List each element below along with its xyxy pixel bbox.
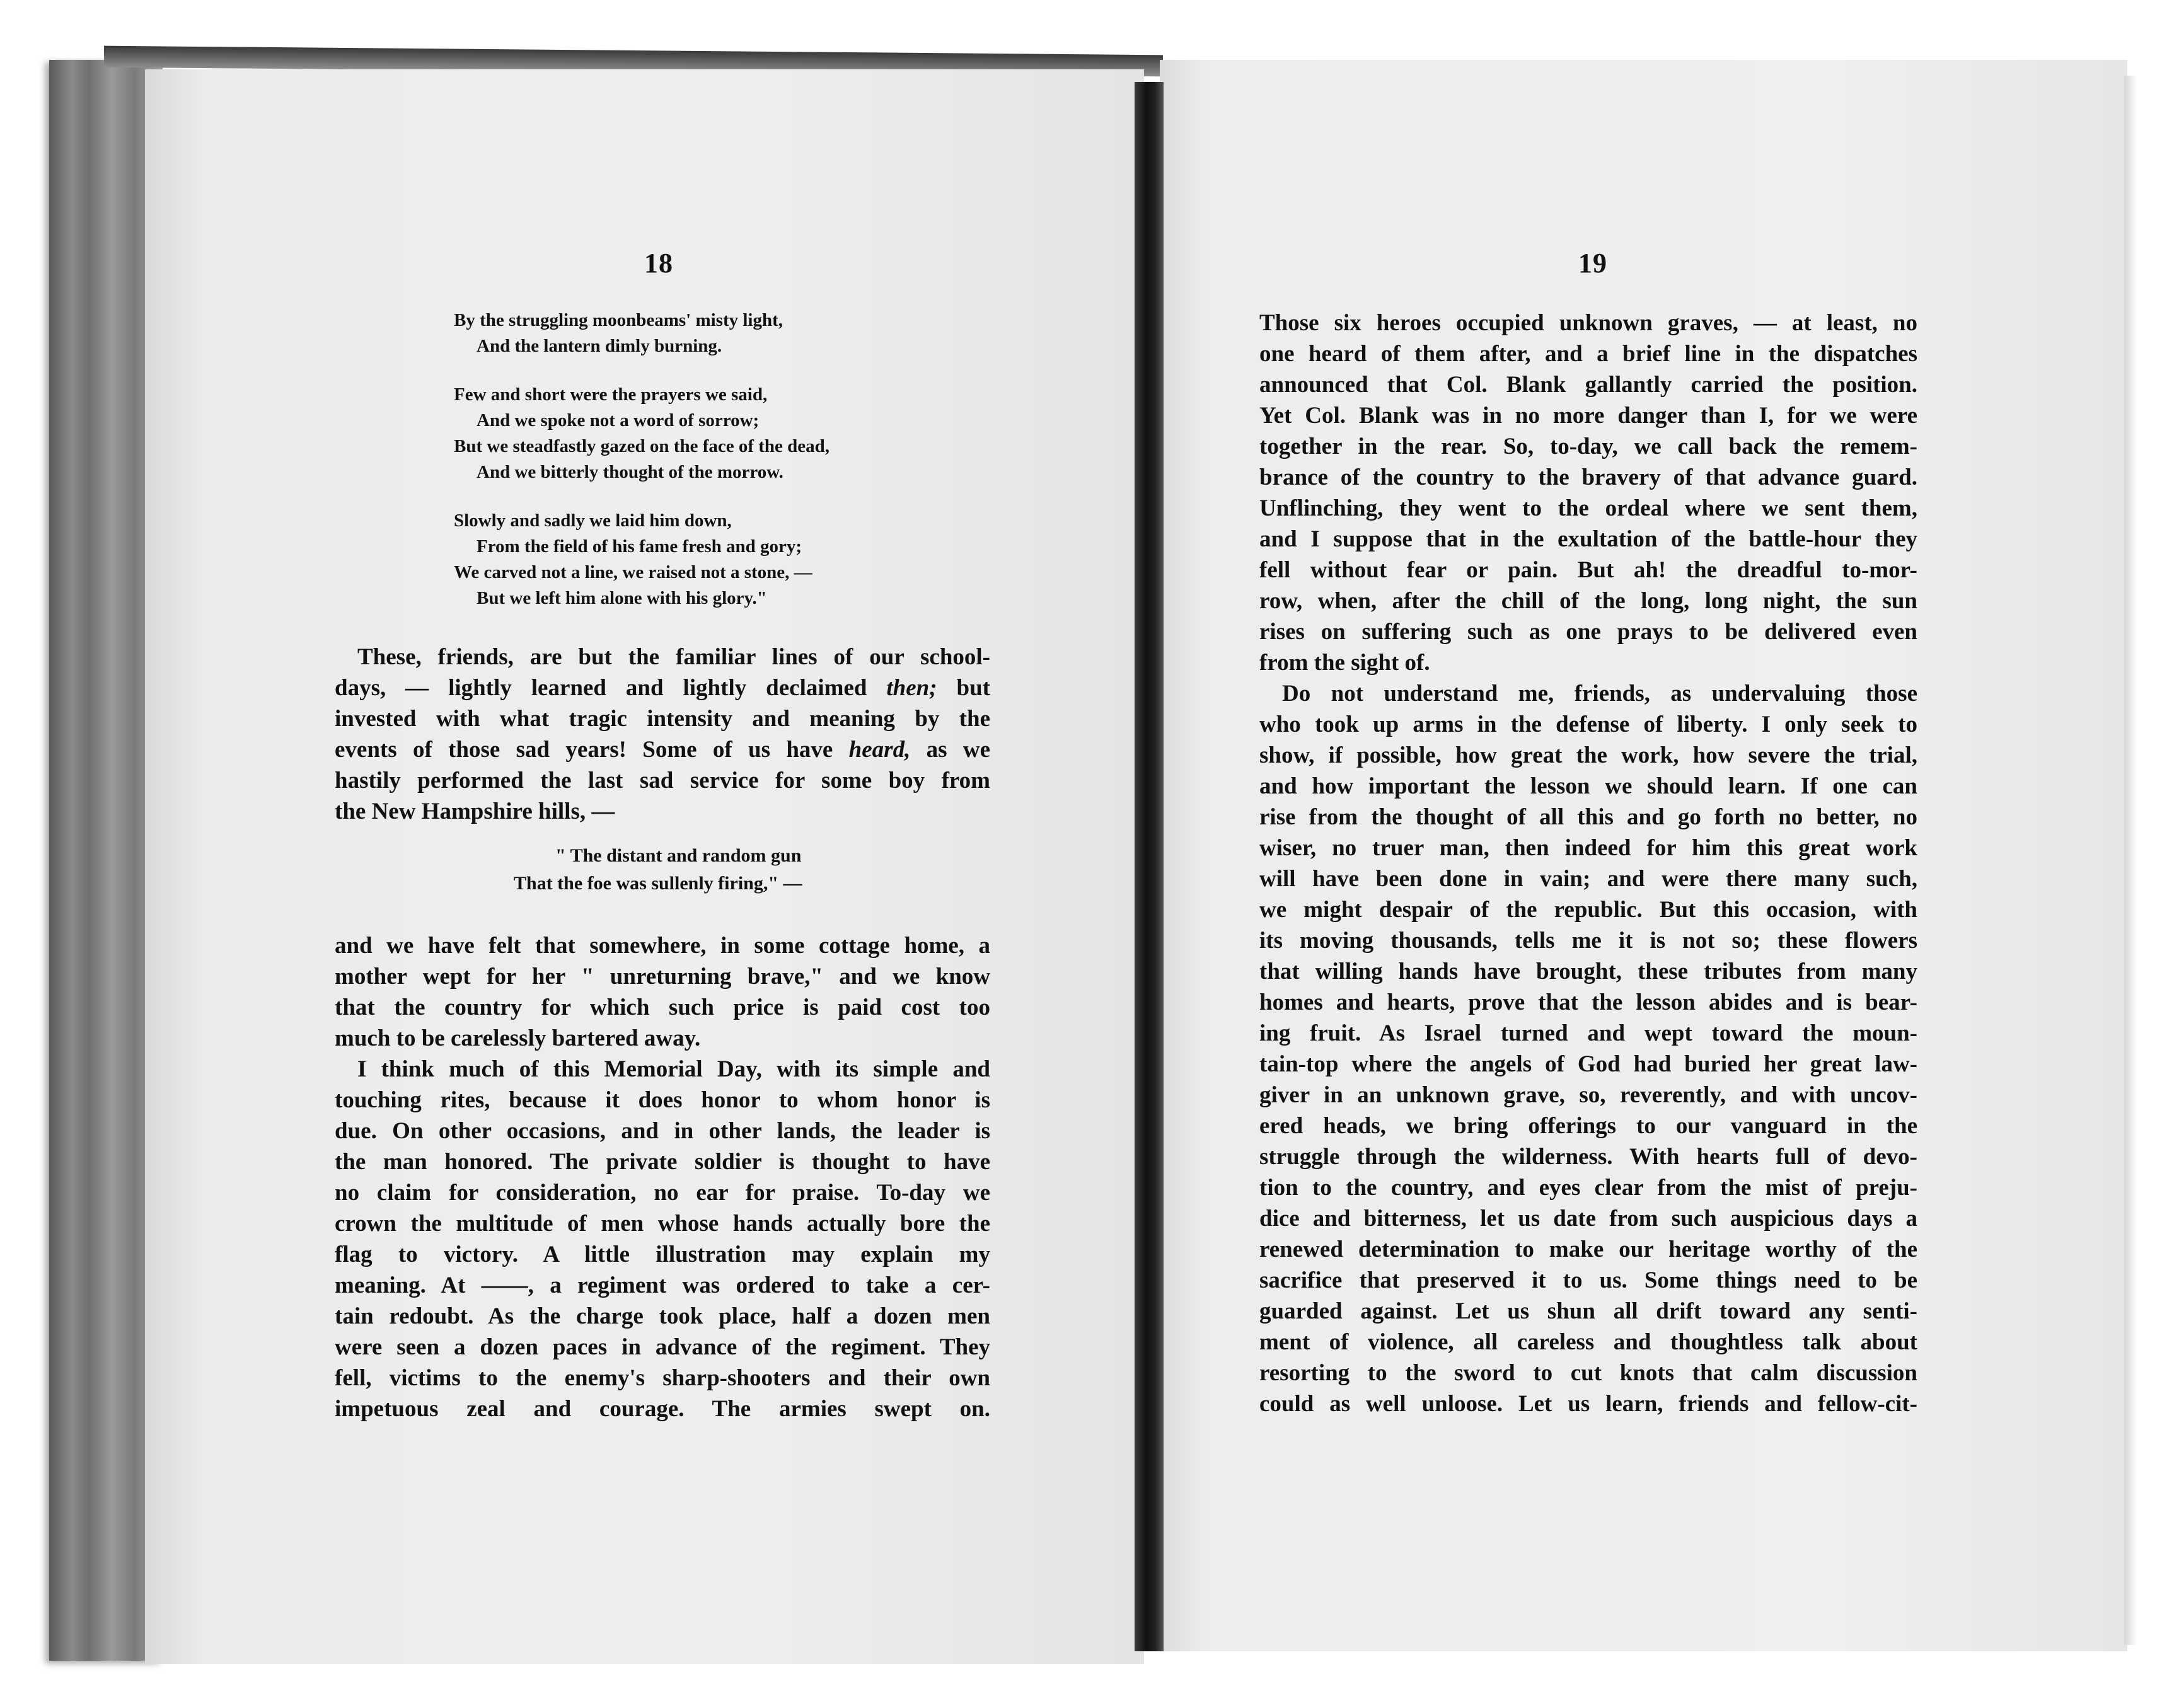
text-line: could as well unloose. Let us learn, friends and fellow-cit-: [1259, 1391, 1917, 1417]
poem-line: From the field of his fame fresh and gory;: [477, 536, 802, 557]
text-line: the man honored. The private soldier is thought to have: [335, 1149, 990, 1175]
text-line: fell without fear or pain. But ah! the dreadful to-mor-: [1259, 557, 1917, 583]
text-line: tion to the country, and eyes clear from the mist of preju-: [1259, 1175, 1917, 1201]
text-line: Do not understand me, friends, as undervaluing those: [1282, 681, 1917, 707]
text-line: no claim for consideration, no ear for praise. To-day we: [335, 1180, 990, 1206]
text-line: I think much of this Memorial Day, with its simple and: [357, 1056, 990, 1082]
text-line: who took up arms in the defense of liberty. I only seek to: [1259, 712, 1917, 737]
text-line: announced that Col. Blank gallantly carried the position.: [1259, 372, 1917, 398]
text-line: touching rites, because it does honor to whom honor is: [335, 1087, 990, 1113]
text-line: one heard of them after, and a brief line in the dispatches: [1259, 341, 1917, 367]
quote-line: " The distant and random gun: [555, 845, 802, 866]
text-line: due. On other occasions, and in other lands, the leader is: [335, 1118, 990, 1144]
left-page-number: 18: [644, 248, 673, 279]
text-line: rises on suffering such as one prays to be delivered even: [1259, 619, 1917, 645]
book-gutter: [1135, 82, 1164, 1651]
text-line: mother wept for her " unreturning brave," and we know: [335, 964, 990, 990]
right-page-number: 19: [1578, 248, 1607, 279]
text-line: flag to victory. A little illustration may explain my: [335, 1242, 990, 1267]
right-page-edge: [2124, 76, 2137, 1645]
poem-line: And the lantern dimly burning.: [477, 336, 722, 356]
text-line: that willing hands have brought, these tributes from many: [1259, 959, 1917, 984]
right-page-text: [1259, 308, 1917, 1419]
text-line: together in the rear. So, to-day, we call back the remem-: [1259, 434, 1917, 459]
text-line: giver in an unknown grave, so, reverently, and with uncov-: [1259, 1082, 1917, 1108]
text-line: Those six heroes occupied unknown graves, — at least, no: [1259, 310, 1917, 336]
text-line: impetuous zeal and courage. The armies swept on.: [335, 1396, 990, 1422]
text-line: crown the multitude of men whose hands actually bore the: [335, 1211, 990, 1237]
text-line: tain-top where the angels of God had buried her great law-: [1259, 1051, 1917, 1077]
left-paragraph-1: [335, 642, 990, 827]
text-line: days, — lightly learned and lightly declaimed then; but: [335, 675, 991, 701]
text-line: fell, victims to the enemy's sharp-shooters and their own: [335, 1365, 990, 1391]
poem-line: By the struggling moonbeams' misty light,: [454, 310, 783, 330]
left-paragraph-2-3: [335, 930, 990, 1424]
text-line: and I suppose that in the exultation of the battle-hour they: [1259, 526, 1917, 552]
text-line: ing fruit. As Israel turned and wept toward the moun-: [1259, 1020, 1917, 1046]
quote-line: That the foe was sullenly firing," —: [514, 873, 802, 894]
text-line: were seen a dozen paces in advance of the regiment. They: [335, 1334, 990, 1360]
italic-word: heard,: [848, 737, 911, 763]
text-line: brance of the country to the bravery of that advance guard.: [1259, 465, 1917, 490]
text-line: dice and bitterness, let us date from such auspicious days a: [1259, 1206, 1917, 1232]
poem-line: But we left him alone with his glory.": [477, 588, 767, 608]
text-line: its moving thousands, tells me it is not so; these flowers: [1259, 928, 1917, 954]
text-line: sacrifice that preserved it to us. Some things need to be: [1259, 1267, 1917, 1293]
text-line: that the country for which such price is paid cost too: [335, 995, 990, 1020]
text-line: much to be carelessly bartered away.: [335, 1025, 701, 1051]
text-line: guarded against. Let us shun all drift toward any senti-: [1259, 1298, 1917, 1324]
text-line: will have been done in vain; and were there many such,: [1259, 866, 1917, 892]
text-line: Unflinching, they went to the ordeal where we sent them,: [1259, 495, 1917, 521]
quoted-verse: [514, 842, 955, 897]
text-line: invested with what tragic intensity and meaning by the: [335, 706, 990, 732]
poem-line: And we spoke not a word of sorrow;: [477, 410, 760, 430]
text-line: and we have felt that somewhere, in some cottage home, a: [335, 933, 990, 959]
text-line: These, friends, are but the familiar lines of our school-: [357, 644, 990, 670]
text-line: events of those sad years! Some of us have heard, as we: [335, 737, 990, 763]
italic-word: then;: [886, 675, 937, 701]
text-line: hastily performed the last sad service for some boy from: [335, 768, 990, 793]
text-line: homes and hearts, prove that the lesson abides and is bear-: [1259, 990, 1917, 1015]
poem-line: Slowly and sadly we laid him down,: [454, 511, 732, 531]
text-line: renewed determination to make our heritage worthy of the: [1259, 1237, 1917, 1262]
text-line: row, when, after the chill of the long, long night, the sun: [1259, 588, 1917, 614]
poem-line: We carved not a line, we raised not a stone, —: [454, 562, 812, 582]
text-line: wiser, no truer man, then indeed for him this great work: [1259, 835, 1917, 861]
text-line: struggle through the wilderness. With hearts full of devo-: [1259, 1144, 1917, 1170]
text-line: the New Hampshire hills, —: [335, 799, 615, 824]
poem-line: And we bitterly thought of the morrow.: [477, 462, 783, 482]
poem-line: Few and short were the prayers we said,: [454, 384, 768, 405]
poem-line: But we steadfastly gazed on the face of the dead,: [454, 436, 830, 456]
text-line: resorting to the sword to cut knots that calm discussion: [1259, 1360, 1917, 1386]
text-line: meaning. At ——, a regiment was ordered to take a cer-: [335, 1272, 990, 1298]
text-line: rise from the thought of all this and go forth no better, no: [1259, 804, 1917, 830]
text-line: from the sight of.: [1259, 650, 1430, 676]
text-line: ment of violence, all careless and thoughtless talk about: [1259, 1329, 1917, 1355]
text-line: tain redoubt. As the charge took place, half a dozen men: [335, 1303, 990, 1329]
text-line: we might despair of the republic. But this occasion, with: [1259, 897, 1917, 923]
text-line: ered heads, we bring offerings to our vanguard in the: [1259, 1113, 1917, 1139]
poem-block: [454, 308, 1021, 611]
text-line: Yet Col. Blank was in no more danger than I, for we were: [1259, 403, 1917, 429]
text-line: show, if possible, how great the work, how severe the trial,: [1259, 742, 1917, 768]
text-line: and how important the lesson we should learn. If one can: [1259, 773, 1917, 799]
